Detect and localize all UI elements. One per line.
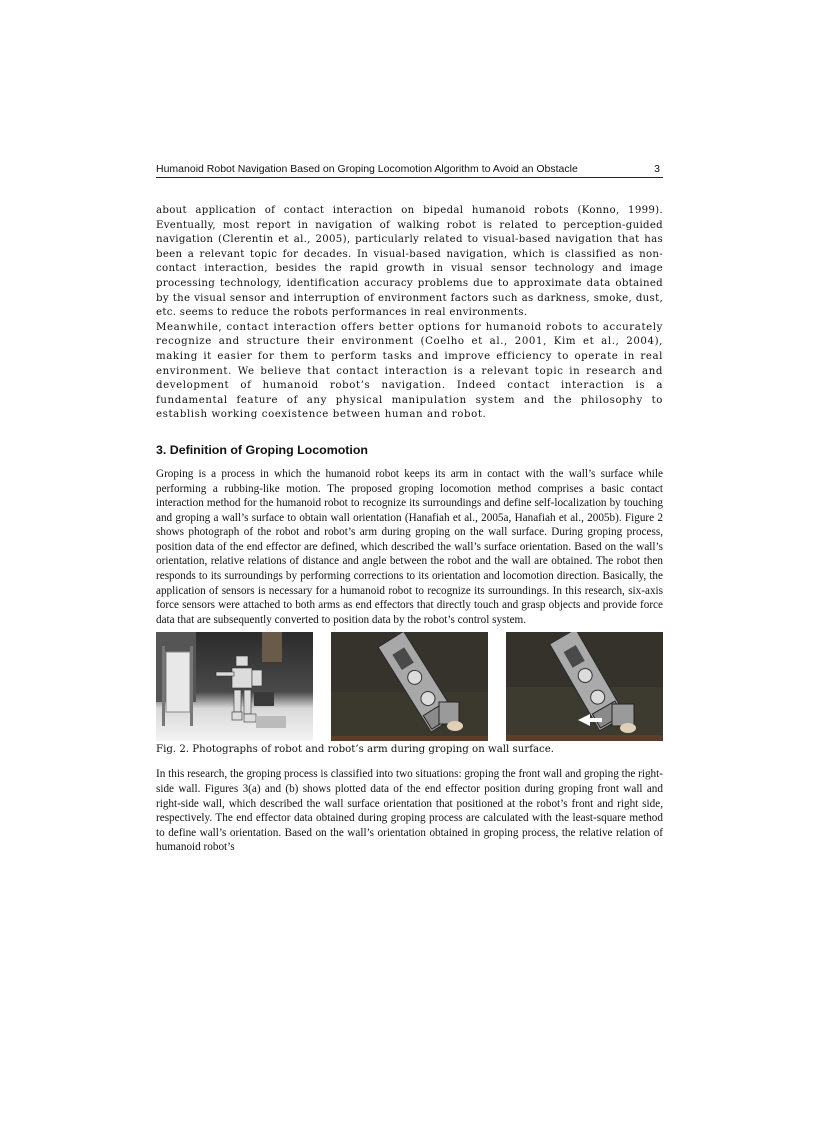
paragraph-contact-interaction: Meanwhile, contact interaction offers better options for humanoid robots to accurately recognize and structure their environment (Coelho et al., 2001, Kim et al., 2004), making it easier for them to perform tasks and improve efficiency to operate in real environment. We believe that contact interaction is a relevant topic in research and development of humanoid robot’s navigation. Indeed contact interaction is a fundamental feature of any physical manipulation system and the philosophy to establish working coexistence between human and robot.: [156, 321, 663, 421]
page-number: 3: [654, 163, 660, 175]
section-heading: 3. Definition of Groping Locomotion: [156, 442, 368, 457]
figure-2-photos: [156, 632, 663, 741]
running-head-title: Humanoid Robot Navigation Based on Groping Locomotion Algorithm to Avoid an Obstacle: [156, 163, 578, 175]
photo-robot-groping: [156, 632, 313, 741]
paragraph-groping-definition: Groping is a process in which the humanoid robot keeps its arm in contact with the wall’s surface while performing a rubbing-like motion. The proposed groping locomotion method comprises a basic contact interaction method for the humanoid robot to recognize its surroundings and define self-localization by touching and groping a wall’s surface to obtain wall orientation (Hanafiah et al., 2005a, Hanafiah et al., 2005b). Figure 2 shows photograph of the robot and robot’s arm during groping on the wall surface. During groping process, position data of the end effector are defined, which described the wall’s surface orientation. Based on the wall’s orientation, relative relations of distance and angle between the robot and the wall are obtained. The robot then responds to its surroundings by performing corrections to its orientation and locomotion direction. Basically, the application of sensors is necessary for a humanoid robot to recognize its surroundings. In this research, six-axis force sensors were attached to both arms as end effectors that directly touch and grasp objects and provide force data that are subsequently converted to position data by the robot’s control system.: [156, 467, 663, 626]
paragraph-visual-navigation: about application of contact interaction on bipedal humanoid robots (Konno, 1999). Eventually, most report in navigation of walking robot is related to perception-guided navigation (Clerentin et al., 2005), particularly related to visual-based navigation that has been a relevant topic for decades. In visual-based navigation, which is classified as non-contact interaction, besides the rapid growth in visual sensor technology and image processing technology, identification accuracy problems due to approximate data obtained by the visual sensor and interruption of environment factors such as darkness, smoke, dust, etc. seems to reduce the robots performances in real environments.: [156, 205, 663, 319]
photo-arm-groping-2: [506, 632, 663, 741]
photo-arm-groping-1: [331, 632, 488, 741]
running-head: [156, 163, 663, 178]
paragraph-groping-situations: In this research, the groping process is classified into two situations: groping the front wall and groping the right-side wall. Figures 3(a) and (b) shows plotted data of the end effector position during groping front wall and right-side wall, which described the wall surface orientation that positioned at the robot’s front and right side, respectively. The end effector data obtained during groping process are calculated with the least-square method to define wall’s orientation. Based on the wall’s orientation obtained in groping process, the relative relation of humanoid robot’s: [156, 768, 663, 854]
figure-caption: Fig. 2. Photographs of robot and robot’s arm during groping on wall surface.: [156, 744, 555, 756]
page: [156, 163, 663, 855]
